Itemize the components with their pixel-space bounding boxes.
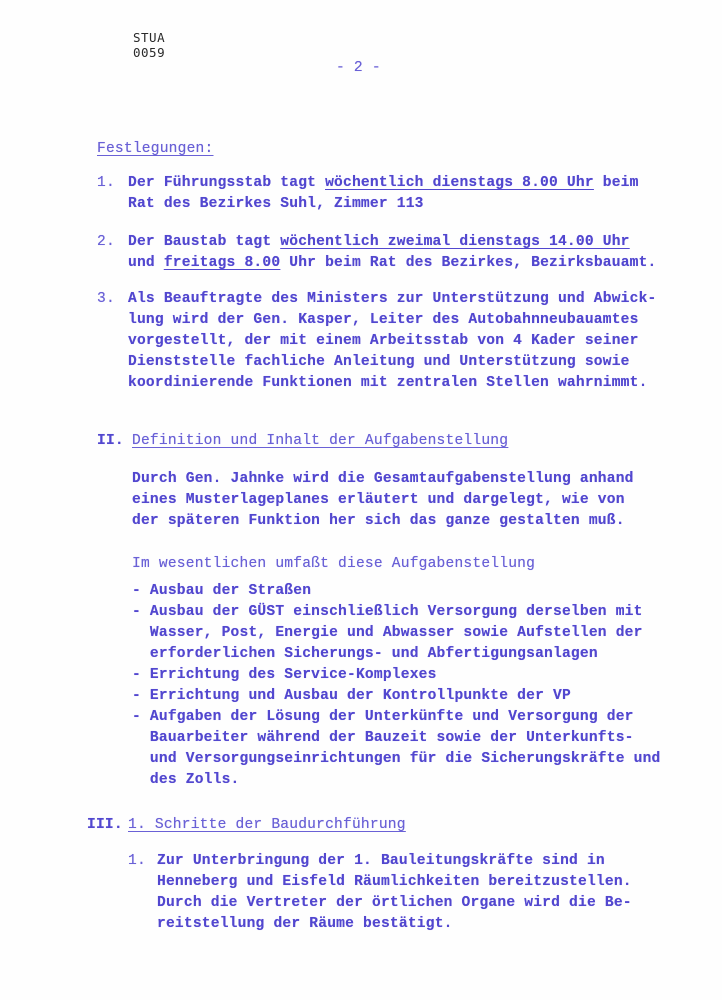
stamp-line-1: STUA (133, 30, 166, 45)
bullet-line: - Errichtung des Service-Komplexes (132, 667, 437, 683)
bullet-line: und Versorgungseinrichtungen für die Sicherungskräfte und (132, 751, 661, 767)
section-iii-item-line: reitstellung der Räume bestätigt. (157, 916, 453, 932)
bullet-line: des Zolls. (132, 772, 240, 788)
item-2-text-pre: und (128, 255, 164, 271)
item-2-text-post: Uhr beim Rat des Bezirkes, Bezirksbauamt. (280, 255, 657, 271)
item-1-underlined: wöchentlich dienstags 8.00 Uhr (325, 175, 594, 191)
section-ii-paragraph-line: der späteren Funktion her sich das ganze gestalten muß. (132, 513, 625, 529)
bullet-line: - Ausbau der Straßen (132, 583, 312, 599)
section-iii-item-number: 1. (128, 853, 146, 869)
bullet-line: - Aufgaben der Lösung der Unterkünfte und Versorgung der (132, 709, 634, 725)
section-iii-item-line: Zur Unterbringung der 1. Bauleitungskräfte sind in (157, 853, 605, 869)
bullet-line: Wasser, Post, Energie und Abwasser sowie Aufstellen der (132, 625, 643, 641)
item-1-line-2: Rat des Bezirkes Suhl, Zimmer 113 (128, 196, 424, 212)
bullet-line: - Ausbau der GÜST einschließlich Versorgung derselben mit (132, 604, 643, 620)
item-3-line: Als Beauftragte des Ministers zur Unterstützung und Abwick- (128, 291, 657, 307)
item-3-line: lung wird der Gen. Kasper, Leiter des Autobahnneubauamtes (128, 312, 639, 328)
section-ii-paragraph-line: Durch Gen. Jahnke wird die Gesamtaufgabenstellung anhand (132, 471, 634, 487)
item-number-3: 3. (97, 291, 115, 307)
item-2-underlined: wöchentlich zweimal dienstags 14.00 Uhr (280, 234, 630, 250)
item-3-line: vorgestellt, der mit einem Arbeitsstab von 4 Kader seiner (128, 333, 639, 349)
section-heading-festlegungen: Festlegungen: (97, 141, 214, 157)
item-2-line-2 (128, 255, 657, 271)
section-iii-item-line: Durch die Vertreter der örtlichen Organe wird die Be- (157, 895, 632, 911)
item-1-text-post: beim (593, 175, 639, 191)
section-ii-heading: Definition und Inhalt der Aufgabenstellung (132, 433, 509, 449)
item-2-line-1 (128, 234, 630, 250)
page-number: - 2 - (336, 60, 381, 76)
bullet-line: Bauarbeiter während der Bauzeit sowie der Unterkunfts- (132, 730, 634, 746)
item-number-1: 1. (97, 175, 115, 191)
section-iii-number: III. (87, 817, 123, 833)
item-number-2: 2. (97, 234, 115, 250)
section-ii-intro: Im wesentlichen umfaßt diese Aufgabenstellung (132, 556, 536, 572)
item-3-line: koordinierende Funktionen mit zentralen Stellen wahrnimmt. (128, 375, 648, 391)
item-1-line-1 (128, 175, 639, 191)
bullet-line: erforderlichen Sicherungs- und Abfertigungsanlagen (132, 646, 598, 662)
item-3-line: Dienststelle fachliche Anleitung und Unterstützung sowie (128, 354, 630, 370)
item-2-underlined-2: freitags 8.00 (163, 255, 281, 271)
section-ii-number: II. (97, 433, 124, 449)
section-ii-paragraph-line: eines Musterlageplanes erläutert und dargelegt, wie von (132, 492, 625, 508)
section-iii-heading: 1. Schritte der Baudurchführung (128, 817, 406, 833)
item-1-text: Der Führungsstab tagt (128, 175, 326, 191)
item-2-text: Der Baustab tagt (128, 234, 281, 250)
bullet-line: - Errichtung und Ausbau der Kontrollpunkte der VP (132, 688, 571, 704)
stamp-line-2: 0059 (133, 45, 166, 60)
archive-stamp (133, 30, 165, 60)
section-iii-item-line: Henneberg und Eisfeld Räumlichkeiten bereitzustellen. (157, 874, 632, 890)
